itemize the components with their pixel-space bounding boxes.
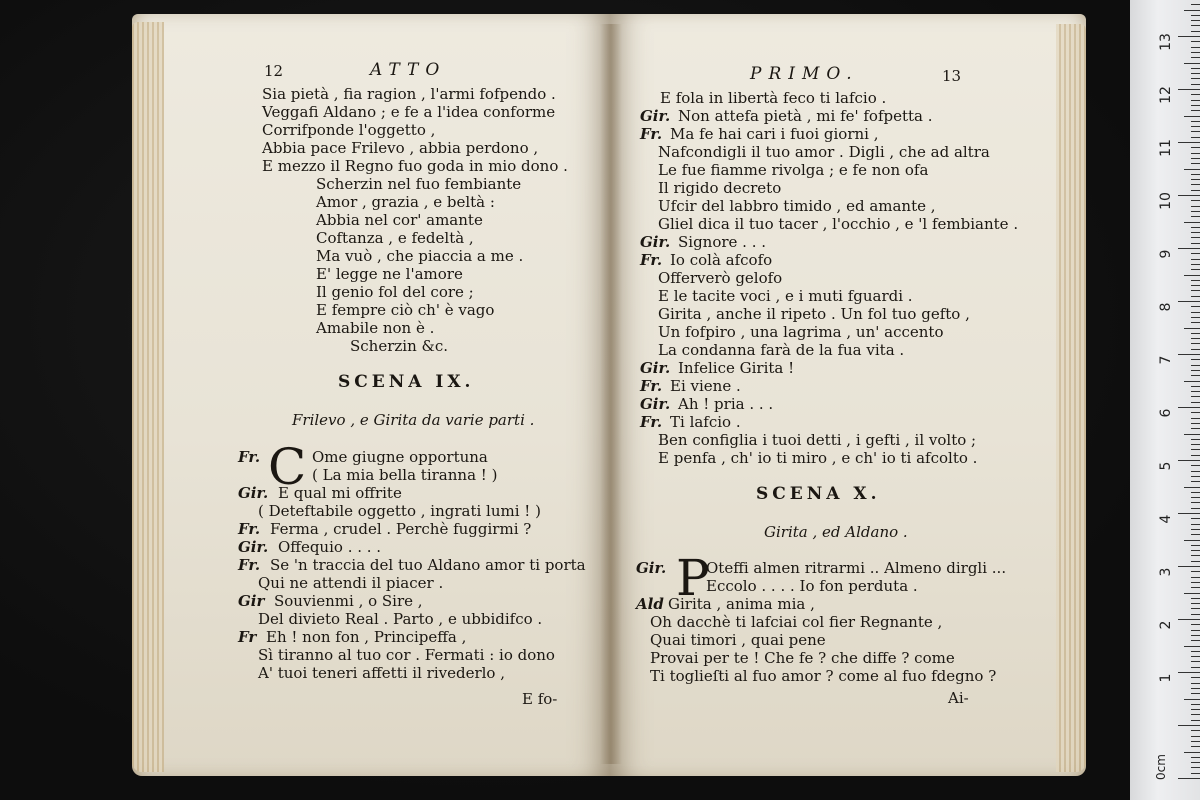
dialogue-line: Ufcir del labbro timido , ed amante ,	[658, 197, 936, 215]
dialogue-line: Ferma , crudel . Perchè fuggirmi ?	[270, 520, 532, 538]
dialogue-line: Ben configlia i tuoi detti , i gefti , il volto ;	[658, 431, 977, 449]
drop-cap: C	[268, 438, 307, 496]
ruler-tick	[1191, 709, 1200, 710]
dialogue-line: Il rigido decreto	[658, 179, 782, 197]
ruler-tick	[1184, 434, 1200, 435]
dialogue-line: Ah ! pria . . .	[678, 395, 774, 413]
ruler-tick	[1191, 428, 1200, 429]
ruler-tick	[1191, 211, 1200, 212]
ruler-tick	[1191, 640, 1200, 641]
ruler-tick	[1184, 752, 1200, 753]
ruler-label: 13	[1158, 33, 1174, 51]
speaker: Fr.	[640, 377, 663, 395]
ruler-tick	[1191, 105, 1200, 106]
open-book	[132, 14, 1086, 776]
ruler-tick	[1191, 481, 1200, 482]
verse-line: E fempre ciò ch' è vago	[316, 301, 495, 319]
ruler-tick	[1191, 200, 1200, 201]
verse-line: Amor , grazia , e beltà :	[316, 193, 495, 211]
ruler-tick	[1191, 402, 1200, 403]
ruler-tick	[1191, 471, 1200, 472]
verse-line: Scherzin nel fuo fembiante	[316, 175, 522, 193]
speaker: Fr.	[640, 251, 663, 269]
ruler-tick	[1191, 296, 1200, 297]
ruler-tick	[1191, 370, 1200, 371]
ruler-tick	[1191, 529, 1200, 530]
ruler-tick	[1191, 153, 1200, 154]
ruler-tick	[1191, 343, 1200, 344]
speaker: Fr.	[238, 520, 261, 538]
ruler-tick	[1191, 683, 1200, 684]
dialogue-line: Ma fe hai cari i fuoi giorni ,	[670, 125, 879, 143]
ruler-tick	[1191, 720, 1200, 721]
ruler-tick	[1191, 444, 1200, 445]
ruler-tick	[1191, 746, 1200, 747]
ruler-tick	[1191, 492, 1200, 493]
drop-cap: P	[676, 549, 710, 607]
verse-line: Coftanza , e fedeltà ,	[316, 229, 474, 247]
ruler-tick	[1191, 497, 1200, 498]
ruler-tick	[1191, 259, 1200, 260]
right-page-number: 13	[942, 67, 962, 85]
ruler-tick	[1191, 338, 1200, 339]
ruler-tick	[1184, 593, 1200, 594]
ruler-tick	[1191, 184, 1200, 185]
ruler-tick	[1191, 306, 1200, 307]
ruler-tick	[1178, 36, 1200, 37]
ruler-tick	[1184, 63, 1200, 64]
left-page-number: 12	[264, 62, 284, 80]
ruler-tick	[1191, 757, 1200, 758]
dialogue-line: Le fue fiamme rivolga ; e fe non ofa	[658, 161, 929, 179]
ruler-tick	[1191, 163, 1200, 164]
dialogue-line: Provai per te ! Che fe ? che diffe ? come	[650, 649, 955, 667]
ruler-tick	[1191, 577, 1200, 578]
ruler-tick	[1191, 561, 1200, 562]
ruler-tick	[1184, 10, 1200, 11]
ruler-tick	[1191, 15, 1200, 16]
ruler-tick	[1191, 635, 1200, 636]
ruler-tick	[1191, 661, 1200, 662]
ruler-tick	[1191, 57, 1200, 58]
verse-line: Amabile non è .	[316, 319, 435, 337]
ruler-tick	[1191, 227, 1200, 228]
ruler-tick	[1191, 31, 1200, 32]
speaker: Fr	[238, 628, 257, 646]
ruler-tick	[1191, 455, 1200, 456]
ruler-tick	[1191, 68, 1200, 69]
ruler-label: 8	[1158, 302, 1174, 312]
ruler-tick	[1191, 704, 1200, 705]
ruler-tick	[1191, 508, 1200, 509]
ruler-label: 3	[1158, 567, 1174, 577]
dialogue-line: Oh dacchè ti lafciai col fier Regnante ,	[650, 613, 943, 631]
ruler-tick	[1191, 100, 1200, 101]
ruler-label: 7	[1158, 355, 1174, 365]
ruler-tick	[1191, 582, 1200, 583]
ruler-tick	[1184, 222, 1200, 223]
ruler-tick	[1178, 619, 1200, 620]
ruler-tick	[1178, 778, 1200, 779]
verse-line: E mezzo il Regno fuo goda in mio dono .	[262, 157, 568, 175]
ruler-tick	[1191, 375, 1200, 376]
dialogue-line: Girita , anche il ripeto . Un fol tuo gefto ,	[658, 305, 970, 323]
ruler-tick	[1178, 195, 1200, 196]
ruler-label: 2	[1158, 620, 1174, 630]
ruler-tick	[1191, 190, 1200, 191]
dialogue-line: Ti toglieſti al fuo amor ? come al fuo fdegno ?	[650, 667, 997, 685]
dialogue-line: Infelice Girita !	[678, 359, 795, 377]
verse-line: Sia pietà , fia ragion , l'armi fofpendo .	[262, 85, 556, 103]
ruler-tick	[1178, 725, 1200, 726]
ruler-tick	[1191, 741, 1200, 742]
ruler-tick	[1191, 677, 1200, 678]
ruler-tick	[1178, 672, 1200, 673]
ruler-tick	[1191, 47, 1200, 48]
left-page	[132, 14, 610, 776]
ruler-unit-label: 0cm	[1154, 754, 1168, 780]
verse-line: Veggafi Aldano ; e fe a l'idea conforme	[262, 103, 556, 121]
ruler-tick	[1191, 714, 1200, 715]
ruler-tick	[1191, 555, 1200, 556]
ruler-tick	[1178, 354, 1200, 355]
ruler-tick	[1191, 41, 1200, 42]
ruler-label: 10	[1158, 192, 1174, 210]
dialogue-line: Quai timori , quai pene	[650, 631, 826, 649]
ruler-tick	[1191, 386, 1200, 387]
ruler-tick	[1191, 121, 1200, 122]
ruler-tick	[1191, 237, 1200, 238]
ruler-tick	[1191, 418, 1200, 419]
dialogue-line: Girita , anima mia ,	[668, 595, 815, 613]
dialogue-line: Oteffi almen ritrarmi .. Almeno dirgli ...	[706, 559, 1007, 577]
dialogue-line: Eccolo . . . . Io fon perduta .	[706, 577, 918, 595]
ruler-tick	[1191, 126, 1200, 127]
ruler-tick	[1191, 158, 1200, 159]
speaker: Gir.	[640, 359, 671, 377]
ruler-tick	[1191, 285, 1200, 286]
ruler-tick	[1191, 25, 1200, 26]
speaker: Fr.	[640, 413, 663, 431]
ruler-tick	[1191, 476, 1200, 477]
ruler-tick	[1191, 206, 1200, 207]
ruler-tick	[1191, 110, 1200, 111]
speaker: Gir.	[238, 538, 269, 556]
speaker: Fr.	[238, 448, 261, 466]
right-running-head: PRIMO.	[750, 64, 859, 84]
speaker: Ald	[636, 595, 664, 613]
verse-line: Abbia nel cor' amante	[316, 211, 483, 229]
ruler-tick	[1191, 630, 1200, 631]
ruler-tick	[1191, 243, 1200, 244]
ruler-tick	[1191, 179, 1200, 180]
dialogue-line: Un fofpiro , una lagrima , un' accento	[658, 323, 944, 341]
ruler-tick	[1191, 773, 1200, 774]
speaker: Gir.	[640, 395, 671, 413]
ruler-tick	[1178, 566, 1200, 567]
ruler-tick	[1191, 518, 1200, 519]
ruler-tick	[1191, 20, 1200, 21]
ruler-tick	[1191, 656, 1200, 657]
ruler-label: 9	[1158, 249, 1174, 259]
dialogue-line: E qual mi offrite	[278, 484, 402, 502]
ruler-tick	[1191, 147, 1200, 148]
ruler-tick	[1191, 131, 1200, 132]
dialogue-line: Ti lafcio .	[670, 413, 741, 431]
dialogue-line: Del divieto Real . Parto , e ubbidifco .	[258, 610, 543, 628]
dialogue-line: Se 'n traccia del tuo Aldano amor ti porta	[270, 556, 586, 574]
ruler-tick	[1191, 333, 1200, 334]
dialogue-line: La condanna farà de la fua vita .	[658, 341, 905, 359]
dialogue-line: Eh ! non fon , Principeffa ,	[266, 628, 467, 646]
ruler-tick	[1184, 116, 1200, 117]
dialogue-line: Offequio . . . .	[278, 538, 382, 556]
ruler-tick	[1191, 137, 1200, 138]
ruler-tick	[1191, 312, 1200, 313]
ruler-tick	[1191, 449, 1200, 450]
ruler-tick	[1184, 487, 1200, 488]
ruler-tick	[1178, 248, 1200, 249]
ruler-tick	[1191, 253, 1200, 254]
catchword: E fo-	[522, 690, 558, 708]
ruler-tick	[1191, 550, 1200, 551]
ruler-tick	[1191, 693, 1200, 694]
ruler-tick	[1191, 545, 1200, 546]
ruler-tick	[1191, 216, 1200, 217]
ruler-tick	[1191, 412, 1200, 413]
ruler-tick	[1191, 614, 1200, 615]
ruler-tick	[1184, 540, 1200, 541]
speaker: Gir	[238, 592, 265, 610]
verse-line: Scherzin &c.	[350, 337, 449, 355]
verse-line: Ma vuò , che piaccia a me .	[316, 247, 524, 265]
ruler-tick	[1191, 290, 1200, 291]
ruler-tick	[1191, 524, 1200, 525]
ruler-tick	[1191, 502, 1200, 503]
ruler-tick	[1191, 94, 1200, 95]
ruler-tick	[1191, 349, 1200, 350]
ruler-tick	[1191, 52, 1200, 53]
ruler-label: 12	[1158, 86, 1174, 104]
book-gutter	[600, 24, 622, 764]
page-edges-left	[132, 22, 164, 772]
ruler-tick	[1191, 423, 1200, 424]
verse-line: Corrifponde l'oggetto ,	[262, 121, 436, 139]
ruler-label: 11	[1158, 139, 1174, 157]
ruler-tick	[1191, 396, 1200, 397]
ruler-tick	[1184, 328, 1200, 329]
ruler-tick	[1191, 767, 1200, 768]
dialogue-line: A' tuoi teneri affetti il rivederlo ,	[258, 664, 505, 682]
ruler-label: 5	[1158, 461, 1174, 471]
dialogue-line: E fola in libertà feco ti lafcio .	[660, 89, 887, 107]
ruler-tick	[1191, 322, 1200, 323]
ruler-tick	[1191, 264, 1200, 265]
dialogue-line: Souvienmi , o Sire ,	[274, 592, 423, 610]
ruler-tick	[1191, 762, 1200, 763]
ruler-tick	[1178, 513, 1200, 514]
ruler-tick	[1191, 465, 1200, 466]
ruler-label	[1158, 0, 1174, 1]
ruler-tick	[1191, 73, 1200, 74]
ruler-tick	[1191, 317, 1200, 318]
speaker: Fr.	[640, 125, 663, 143]
left-running-head: ATTO	[370, 60, 447, 80]
speaker: Fr.	[238, 556, 261, 574]
dialogue-line: ( La mia bella tiranna ! )	[312, 466, 498, 484]
dialogue-line: ( Deteftabile oggetto , ingrati lumi ! )	[258, 502, 541, 520]
ruler-label: 1	[1158, 673, 1174, 683]
ruler-tick	[1191, 280, 1200, 281]
ruler-tick	[1184, 699, 1200, 700]
scene-heading: SCENA X.	[756, 484, 881, 504]
ruler-tick	[1191, 603, 1200, 604]
speaker: Gir.	[238, 484, 269, 502]
ruler-tick	[1191, 4, 1200, 5]
ruler-tick	[1184, 169, 1200, 170]
ruler-tick	[1191, 359, 1200, 360]
ruler-tick	[1191, 365, 1200, 366]
ruler-tick	[1191, 391, 1200, 392]
ruler-tick	[1191, 667, 1200, 668]
dialogue-line: Qui ne attendi il piacer .	[258, 574, 444, 592]
speaker: Gir.	[636, 559, 667, 577]
scene-persons: Frilevo , e Girita da varie parti .	[292, 411, 535, 429]
ruler-tick	[1191, 84, 1200, 85]
dialogue-line: E penfa , ch' io ti miro , e ch' io ti afcolto .	[658, 449, 978, 467]
ruler-tick	[1184, 646, 1200, 647]
speaker: Gir.	[640, 107, 671, 125]
verse-line: Abbia pace Frilevo , abbia perdono ,	[262, 139, 539, 157]
ruler-tick	[1191, 534, 1200, 535]
ruler-tick	[1191, 730, 1200, 731]
dialogue-line: Non attefa pietà , mi fe' fofpetta .	[678, 107, 933, 125]
ruler-tick	[1191, 571, 1200, 572]
dialogue-line: Gliel dica il tuo tacer , l'occhio , e 'l fembiante .	[658, 215, 1019, 233]
scene-heading: SCENA IX.	[338, 372, 475, 392]
verse-line: Il genio fol del core ;	[316, 283, 474, 301]
ruler-tick	[1191, 269, 1200, 270]
dialogue-line: Sì tiranno al tuo cor . Fermati : io dono	[258, 646, 555, 664]
ruler-tick	[1191, 608, 1200, 609]
ruler-tick	[1191, 651, 1200, 652]
ruler-tick	[1184, 381, 1200, 382]
right-page	[610, 14, 1086, 776]
page-edges-right	[1056, 24, 1086, 772]
dialogue-line: Offerverò gelofo	[658, 269, 783, 287]
ruler-tick	[1184, 275, 1200, 276]
dialogue-line: Ome giugne opportuna	[312, 448, 488, 466]
dialogue-line: Ei viene .	[670, 377, 741, 395]
ruler-label: 4	[1158, 514, 1174, 524]
ruler-tick	[1191, 232, 1200, 233]
dialogue-line: E le tacite voci , e i muti fguardi .	[658, 287, 913, 305]
ruler-tick	[1178, 301, 1200, 302]
ruler-tick	[1178, 89, 1200, 90]
dialogue-line: Signore . . .	[678, 233, 767, 251]
catchword: Ai-	[948, 689, 969, 707]
ruler-tick	[1191, 624, 1200, 625]
ruler-label: 6	[1158, 408, 1174, 418]
measuring-ruler	[1130, 0, 1200, 800]
ruler-tick	[1178, 460, 1200, 461]
ruler-tick	[1191, 587, 1200, 588]
ruler-tick	[1191, 174, 1200, 175]
verse-line: E' legge ne l'amore	[316, 265, 463, 283]
dialogue-line: Io colà afcofo	[670, 251, 773, 269]
scene-persons: Girita , ed Aldano .	[764, 523, 908, 541]
ruler-tick	[1191, 78, 1200, 79]
ruler-tick	[1191, 439, 1200, 440]
ruler-tick	[1178, 142, 1200, 143]
ruler-tick	[1178, 407, 1200, 408]
ruler-tick	[1191, 688, 1200, 689]
dialogue-line: Nafcondigli il tuo amor . Digli , che ad altra	[658, 143, 990, 161]
speaker: Gir.	[640, 233, 671, 251]
ruler-tick	[1191, 736, 1200, 737]
ruler-tick	[1191, 598, 1200, 599]
